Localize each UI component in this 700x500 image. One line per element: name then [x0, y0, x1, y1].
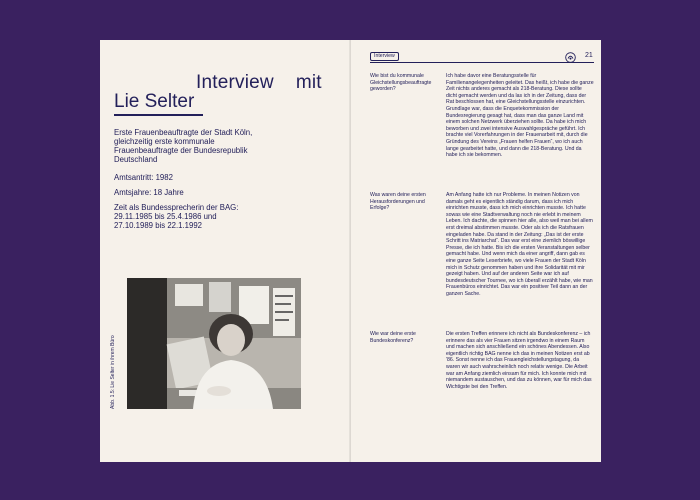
page-number: 21 [585, 52, 593, 59]
interviewee-name: Lie Selter [114, 91, 195, 112]
interview-title [196, 72, 322, 94]
answer-3: Die ersten Treffen erinnere ich nicht als Bundeskonferenz – ich erinnere das als vier Frauen sitzen irgendwo in einem Raum und machen sich anschließend ein schönes Abendessen. Also eigentlich richtig BAG nenne ich das in meinen Notizen erst ab '86. Sonst nenne ich das Frauengleichstellungstagung, da waren wir auch wahrscheinlich noch relativ wenige. Die Arbeit war am Anfang ziemlich einsam für mich. Ich konnte mich mit niemandem austauschen, und das zu können, war für mich das Wichtigste bei den Treffen. [446, 331, 592, 390]
title-underline [114, 114, 203, 116]
question-1: Wie bist du kommunale Gleichstellungsbeauftragte geworden? [370, 73, 432, 93]
right-page [351, 40, 601, 462]
photo-caption: Abb. 1.5: Lie Selter in ihrem Büro [110, 335, 116, 409]
amtsjahre: Amtsjahre: 18 Jahre [114, 188, 184, 197]
header-rule [370, 62, 594, 63]
office-photo [127, 278, 301, 409]
left-page [100, 40, 351, 462]
amtsantritt: Amtsantritt: 1982 [114, 173, 173, 182]
title-word-mit: mit [295, 72, 322, 93]
question-3: Wie war deine erste Bundeskonferenz? [370, 331, 416, 344]
answer-2: Am Anfang hatte ich nur Probleme. In meinen Notizen von damals geht es eigentlich ständig darum, dass ich mich einrichten musste, dass ich mich einrichten musste. Ich hatte sowas wie eine Stadtverwaltung noch nie erlebt in meinem Leben. Ich dachte, die spinnen hier alle, also weil man bei allem erst dreimal abstimmen musste. Oder als ich die Ratsfrauen eingeladen habe. Da stand in der Zeitung: „Das ist der erste Schritt ins Matriarchat“. Das war erst eine ziemlich böswillige Presse, die ich hatte. Bis ich die ersten Veranstaltungen selber gemacht habe. Und wenn mich da einer angriff, dann gab es eine ganze Seite Leserbriefe, wo viele Frauen der Stadt Köln mich in Schutz genommen haben und ihre Solidarität mit mir gezeigt haben. Und auf der anderen Seite war ich auf bundesdeutscher Tournee, wo ich überall erzählt habe, wie man Frauenbüros einrichtet. Das war ein positiver Teil dann an der ganzen Sache. [446, 192, 593, 297]
bag-period: Zeit als Bundessprecherin der BAG: 29.11.1985 bis 25.4.1986 und 27.10.1989 bis 22.1.1992 [114, 203, 239, 230]
role-description: Erste Frauenbeauftragte der Stadt Köln, gleichzeitig erste kommunale Frauenbeauftragte der Bundesrepublik Deutschland [114, 128, 253, 164]
title-word-interview: Interview [196, 72, 274, 93]
question-2: Was waren deine ersten Herausforderungen und Erfolge? [370, 192, 426, 212]
answer-1: Ich habe davor eine Beratungsstelle für Familienangelegenheiten geleitet. Das heißt, ich habe die ganze Zeit nichts anderes gemacht als 218-Beratung. Diese sollte dicht gemacht werden und da las ich in der Zeitung, dass der Rat beschlossen hat, eine Gleichstellungsstelle einzurichten. Grundlage war, dass die Enquetekommission der Bundesregierung gesagt hat, dass man das ganze Land mit einem solchen Netzwerk überziehen sollte. Da habe ich mich beworben und zwei intensive Auswahlgespräche geführt. Ich brachte viel Vorerfahrungen in der Frauenarbeit mit, durch die Gründung des Vereins „Frauen helfen Frauen“, wo ich auch lange gearbeitet hatte, und dann die 218-Beratung. Und da habe ich sie bekommen. [446, 73, 594, 159]
section-tag: Interview [370, 52, 399, 61]
